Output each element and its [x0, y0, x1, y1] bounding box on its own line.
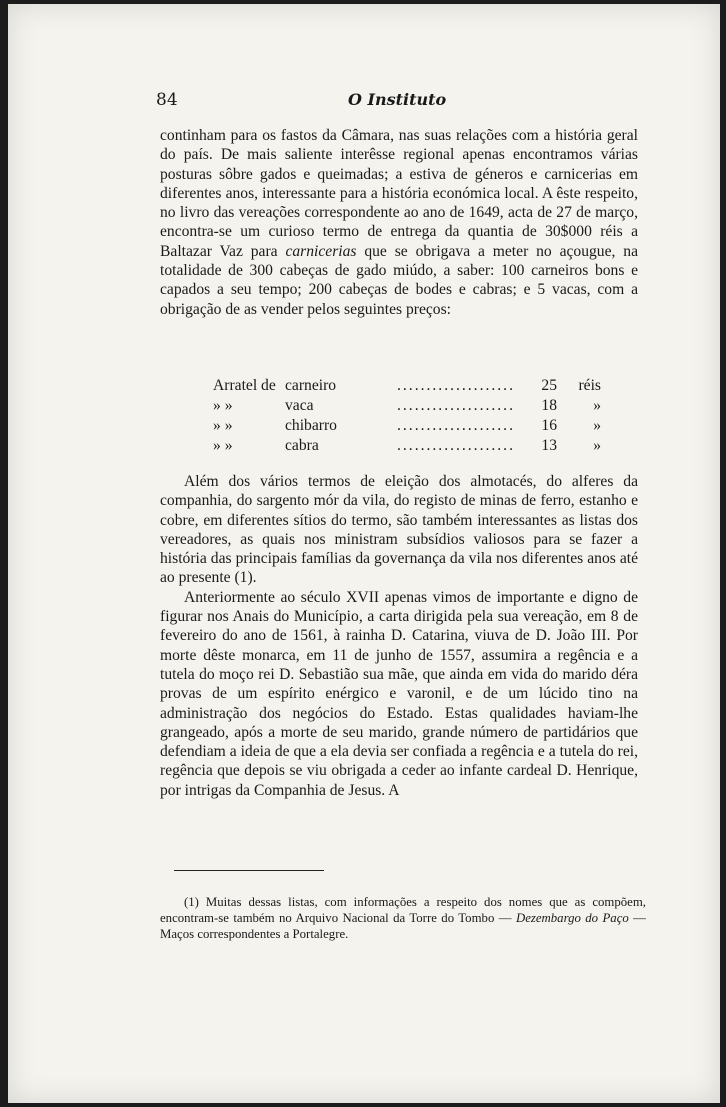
- paragraph-2: Além dos vários termos de eleição dos almotacés, do alferes da companhia, do sargento mór da vila, do registo de minas de ferro, estanho e cobre, em diferentes sítios do termo, são também interessantes as listas dos vereadores, as quais nos ministram subsídios valiosos para se fazer a história das principais famílias da governança da vila nos diferentes anos até ao presente (1).: [160, 473, 638, 587]
- footnote-italic: Dezembargo do Paço: [515, 911, 629, 925]
- price-row: [213, 396, 601, 416]
- page-number: 84: [156, 90, 178, 110]
- dot-leader: ....................: [397, 417, 515, 434]
- price-currency: »: [593, 437, 601, 454]
- price-currency: réis: [578, 377, 601, 394]
- dot-leader: ....................: [397, 397, 515, 414]
- price-value: 18: [541, 397, 557, 414]
- footnote-text-a: (1) Muitas dessas listas, com informações a respeito dos nomes que as compõem, encontram-se também no Arquivo Nacional da Torre do Tombo —: [160, 895, 646, 925]
- footnote-text-b: — Maços correspondentes a Portalegre.: [160, 911, 646, 941]
- price-unit: Arratel de: [213, 377, 276, 394]
- footnote: [160, 894, 646, 942]
- book-page: [8, 4, 720, 1103]
- price-currency: »: [593, 397, 601, 414]
- price-row: [213, 376, 601, 396]
- price-value: 16: [541, 417, 557, 434]
- paragraph-1-text-b: que se obrigava a meter no açougue, na totalidade de 300 cabeças de gado miúdo, a saber: 100 carneiros bons e capados a seu tempo; 200 cabeças de bodes e cabras; e 5 vacas, com a obrigação de as vender pelos seguintes preços:: [160, 242, 638, 318]
- running-title: O Instituto: [348, 90, 447, 109]
- price-value: 25: [541, 377, 557, 394]
- price-item: carneiro: [285, 377, 337, 394]
- price-unit: » »: [213, 397, 233, 414]
- price-list: [213, 376, 601, 456]
- dot-leader: ....................: [397, 437, 515, 454]
- price-row: [213, 416, 601, 436]
- paragraph-1: [160, 126, 638, 319]
- price-item: chibarro: [285, 417, 337, 434]
- body-continued: [160, 472, 638, 800]
- footnote-rule: [174, 870, 324, 871]
- price-row: [213, 436, 601, 456]
- price-value: 13: [541, 437, 557, 454]
- paragraph-1-italic: carnicerias: [285, 242, 357, 260]
- price-item: vaca: [285, 397, 314, 414]
- price-item: cabra: [285, 437, 319, 454]
- dot-leader: ....................: [397, 377, 515, 394]
- price-unit: » »: [213, 417, 233, 434]
- paragraph-1-text-a: continham para os fastos da Câmara, nas suas relações com a história geral do país. De mais saliente interêsse regional apenas encontramos várias posturas sôbre gados e queimadas; a estiva de géneros e carnicerias em diferentes anos, interessante para a história económica local. A êste respeito, no livro das vereações correspondente ao ano de 1649, acta de 27 de março, encontra-se um curioso termo de entrega da quantia de 30$000 réis a Baltazar Vaz para: [160, 127, 638, 260]
- price-currency: »: [593, 417, 601, 434]
- paragraph-3: Anteriormente ao século XVII apenas vimos de importante e digno de figurar nos Anais do Município, a carta dirigida pela sua vereação, em 8 de fevereiro do ano de 1561, à rainha D. Catarina, viuva de D. João III. Por morte dêste monarca, em 11 de junho de 1557, assumira a regência e a tutela do moço rei D. Sebastião sua mãe, que ainda em vida do marido déra provas de um espírito enérgico e varonil, e de um lúcido tino na administração dos negócios do Estado. Estas qualidades haviam-lhe grangeado, após a morte de seu marido, grande número de partidários que defendiam a ideia de que a ela devia ser confiada a regência e a tutela do rei, regência que depois se viu obrigada a ceder ao infante cardeal D. Henrique, por intrigas da Companhia de Jesus. A: [160, 588, 638, 799]
- price-unit: » »: [213, 437, 233, 454]
